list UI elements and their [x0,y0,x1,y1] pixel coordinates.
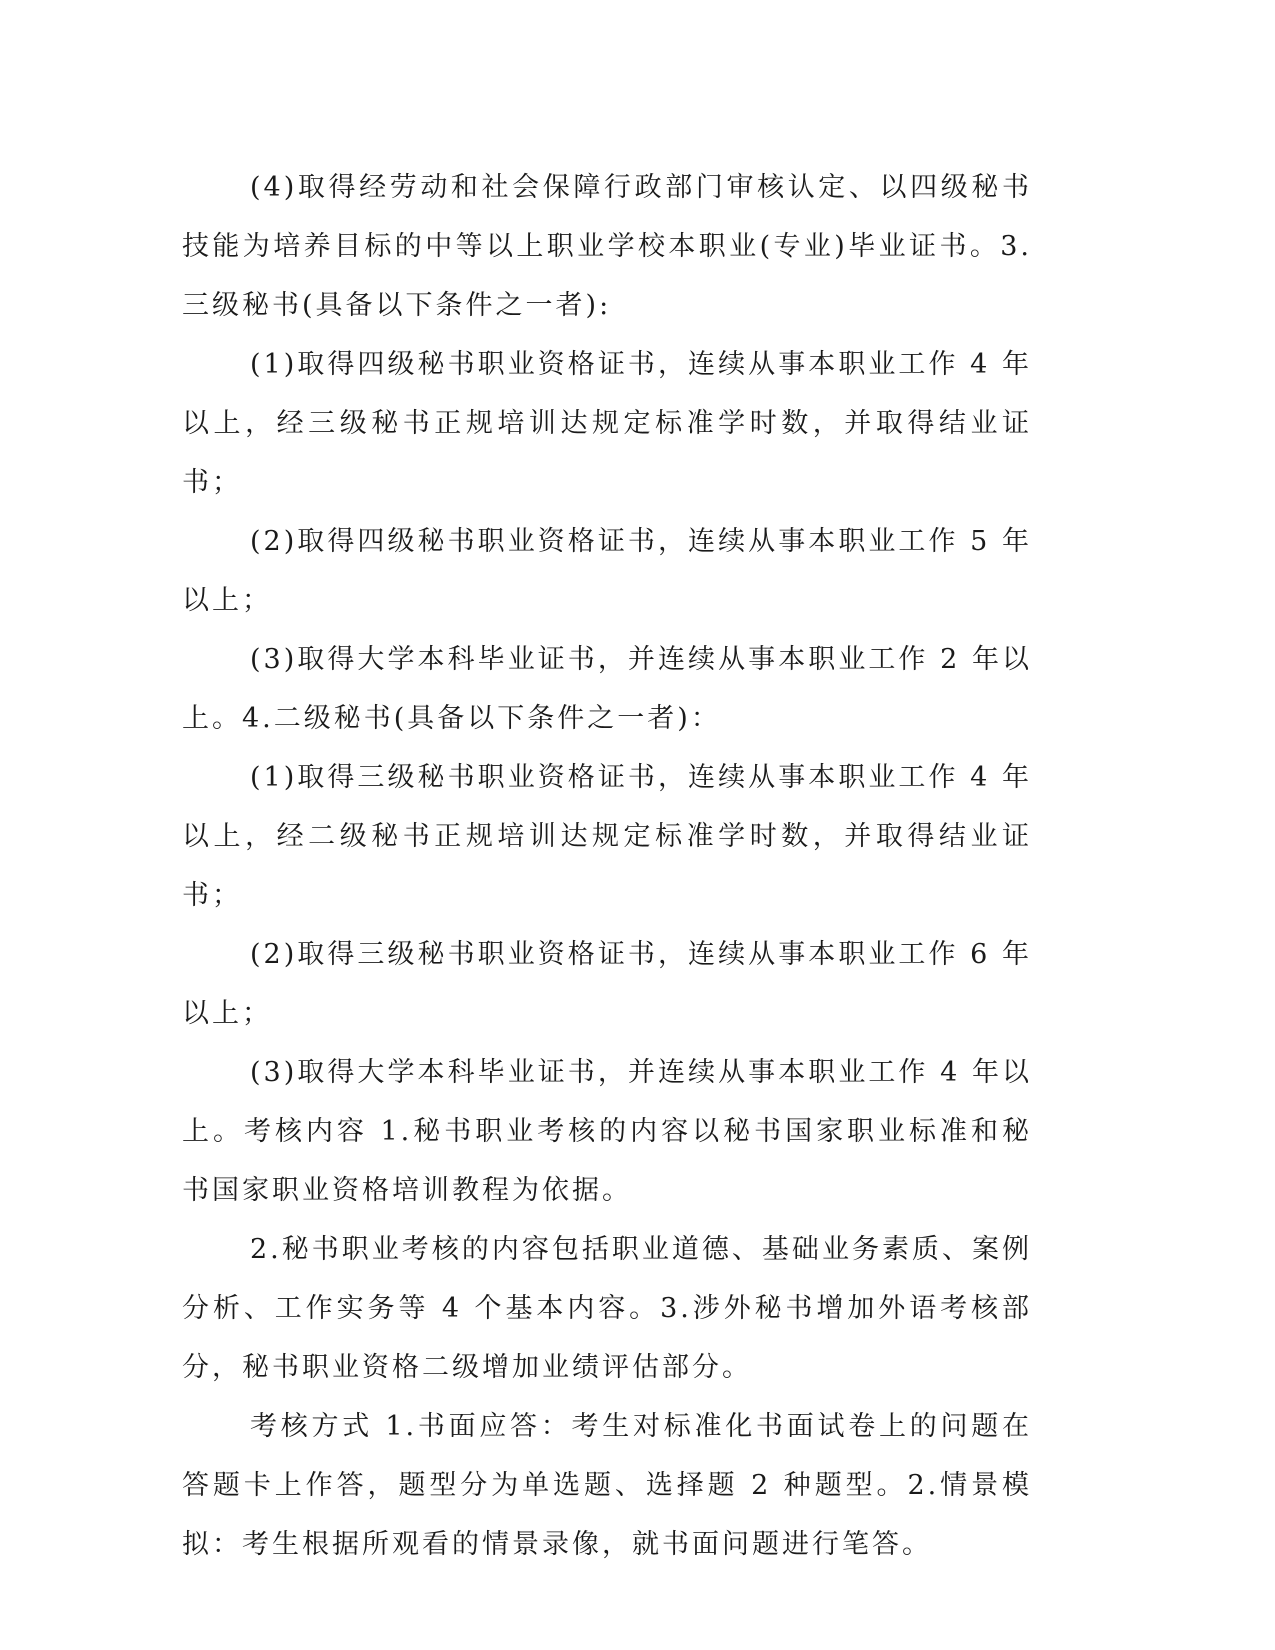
paragraph-level3-condition-2: (2)取得四级秘书职业资格证书，连续从事本职业工作 5 年以上； [182,526,1032,616]
paragraph-level2-condition-1: (1)取得三级秘书职业资格证书，连续从事本职业工作 4 年以上，经二级秘书正规培训达规定标准学时数，并取得结业证书； [182,762,1032,911]
paragraph-assessment-content: 2.秘书职业考核的内容包括职业道德、基础业务素质、案例分析、工作实务等 4 个基本内容。3.涉外秘书增加外语考核部分，秘书职业资格二级增加业绩评估部分。 [182,1234,1032,1383]
paragraph-assessment-method: 考核方式 1.书面应答：考生对标准化书面试卷上的问题在答题卡上作答，题型分为单选题、选择题 2 种题型。2.情景模拟：考生根据所观看的情景录像，就书面问题进行笔答。 [182,1411,1032,1560]
paragraph-level4-condition-4: (4)取得经劳动和社会保障行政部门审核认定、以四级秘书技能为培养目标的中等以上职业学校本职业(专业)毕业证书。3.三级秘书(具备以下条件之一者): [182,172,1032,321]
paragraph-level3-condition-3: (3)取得大学本科毕业证书，并连续从事本职业工作 2 年以上。4.二级秘书(具备以下条件之一者)： [182,644,1032,734]
paragraph-level2-condition-3: (3)取得大学本科毕业证书，并连续从事本职业工作 4 年以上。考核内容 1.秘书职业考核的内容以秘书国家职业标准和秘书国家职业资格培训教程为依据。 [182,1057,1032,1206]
document-body [182,158,1032,1574]
paragraph-level3-condition-1: (1)取得四级秘书职业资格证书，连续从事本职业工作 4 年以上，经三级秘书正规培训达规定标准学时数，并取得结业证书； [182,349,1032,498]
paragraph-level2-condition-2: (2)取得三级秘书职业资格证书，连续从事本职业工作 6 年以上； [182,939,1032,1029]
